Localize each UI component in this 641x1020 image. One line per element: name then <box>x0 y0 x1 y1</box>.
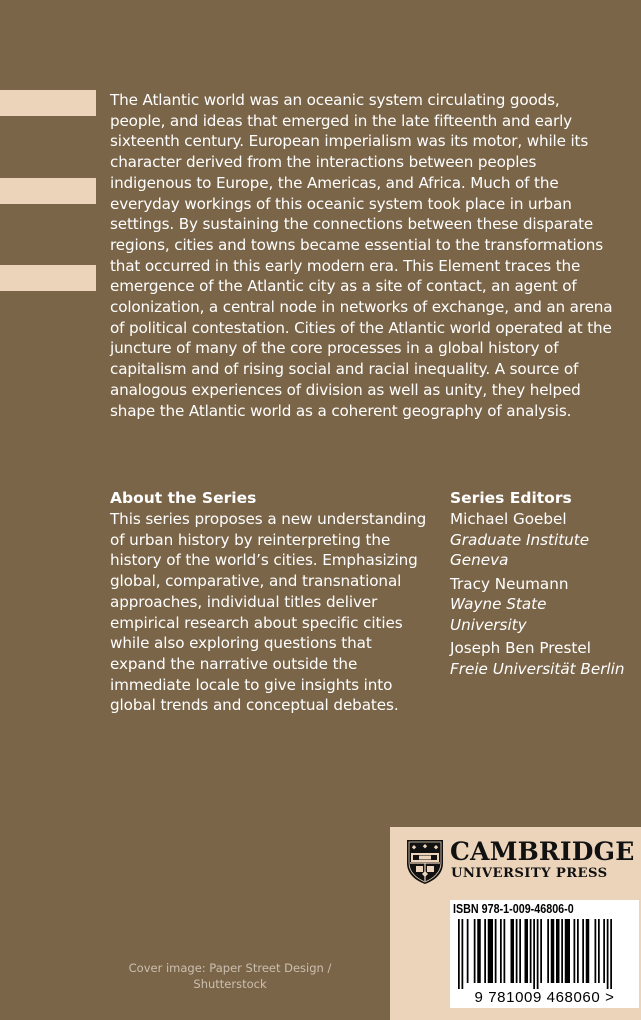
barcode-bar <box>530 919 532 983</box>
barcode-bar <box>488 919 493 983</box>
barcode-bar <box>610 919 612 989</box>
editor-entry <box>450 509 625 571</box>
barcode-bar <box>537 919 539 989</box>
barcode-bar <box>598 919 600 983</box>
barcode-bar <box>474 919 476 983</box>
credit-line-2: Shutterstock <box>193 977 267 991</box>
editor-institution: Graduate Institute Geneva <box>450 530 590 569</box>
barcode-bar <box>582 919 584 983</box>
editor-entry <box>450 574 625 636</box>
about-series-heading: About the Series <box>110 489 257 507</box>
barcode-graphic <box>454 919 635 989</box>
barcode-bar <box>607 919 609 989</box>
barcode-bar <box>547 919 549 983</box>
barcode-bar <box>504 919 506 983</box>
cambridge-shield-icon <box>406 839 444 885</box>
barcode-bar <box>511 919 515 983</box>
editor-name: Michael Goebel <box>450 510 567 528</box>
publisher-subname: UNIVERSITY PRESS <box>451 866 608 881</box>
barcode-bar <box>467 919 469 983</box>
barcode-area <box>450 900 639 1008</box>
series-editors-section <box>450 488 625 682</box>
editor-name: Tracy Neumann <box>450 574 569 593</box>
editor-institution: Wayne State University <box>450 595 547 634</box>
barcode-bar <box>477 919 481 983</box>
barcode-bar <box>495 919 497 983</box>
accent-stripe-1 <box>0 90 96 116</box>
barcode-bar <box>500 919 502 983</box>
about-series-section <box>110 488 430 716</box>
barcode-bar <box>556 919 560 983</box>
editor-name: Joseph Ben Prestel <box>450 639 591 657</box>
barcode-bar <box>551 919 555 983</box>
barcode-bar <box>540 919 542 983</box>
barcode-bar <box>565 919 570 983</box>
barcode-bar <box>574 919 576 983</box>
barcode-bar <box>519 919 521 983</box>
accent-stripe-2 <box>0 178 96 204</box>
accent-stripe-3 <box>0 265 96 291</box>
barcode-bar <box>595 919 597 983</box>
series-editors-heading: Series Editors <box>450 489 572 507</box>
barcode-bar <box>484 919 486 983</box>
barcode-bar <box>586 919 590 983</box>
barcode-bar <box>533 919 535 989</box>
about-series-text: This series proposes a new understanding of urban history by reinterpreting the history of the world’s cities. Emphasizing global, comparative, and transnational approaches, individual titles deliver empirical research about specific cities while also exploring questions that expand the narrative outside the immediate locale to give insights into global trends and conceptual debates. <box>110 510 427 715</box>
barcode-bar <box>516 919 518 983</box>
barcode-bar <box>525 919 529 983</box>
barcode-bar <box>561 919 563 983</box>
credit-line-1: Cover image: Paper Street Design / <box>128 961 332 975</box>
cambridge-logo <box>406 837 636 887</box>
editor-institution: Freie Universität Berlin <box>450 659 625 678</box>
barcode-bar <box>603 919 605 983</box>
barcode-bar <box>462 919 464 989</box>
barcode-bar <box>458 919 460 989</box>
cover-image-credit <box>110 960 350 992</box>
publisher-name: CAMBRIDGE <box>450 837 635 866</box>
publisher-panel <box>390 827 641 1020</box>
isbn-label: ISBN 978-1-009-46806-0 <box>453 902 574 916</box>
barcode-bar <box>577 919 579 983</box>
book-blurb: The Atlantic world was an oceanic system circulating goods, people, and ideas that emerged in the late fifteenth and early sixteenth century. European imperialism was its motor, while its character derived from the interactions between peoples indigenous to Europe, the Americas, and Africa. Much of the everyday workings of this oceanic system took place in urban settings. By sustaining the connections between these disparate regions, cities and towns became essential to the transformations that occurred in this early modern era. This Element traces the emergence of the Atlantic city as a site of contact, an agent of colonization, a central node in networks of exchange, and an arena of political contestation. Cities of the Atlantic world operated at the juncture of many of the core processes in a global history of capitalism and of rising social and racial inequality. A source of analogous experiences of division as well as unity, they helped shape the Atlantic world as a coherent geography of analysis. <box>110 91 613 420</box>
editor-entry <box>450 638 625 679</box>
barcode-digits: 9 781009 468060 > <box>474 989 615 1006</box>
